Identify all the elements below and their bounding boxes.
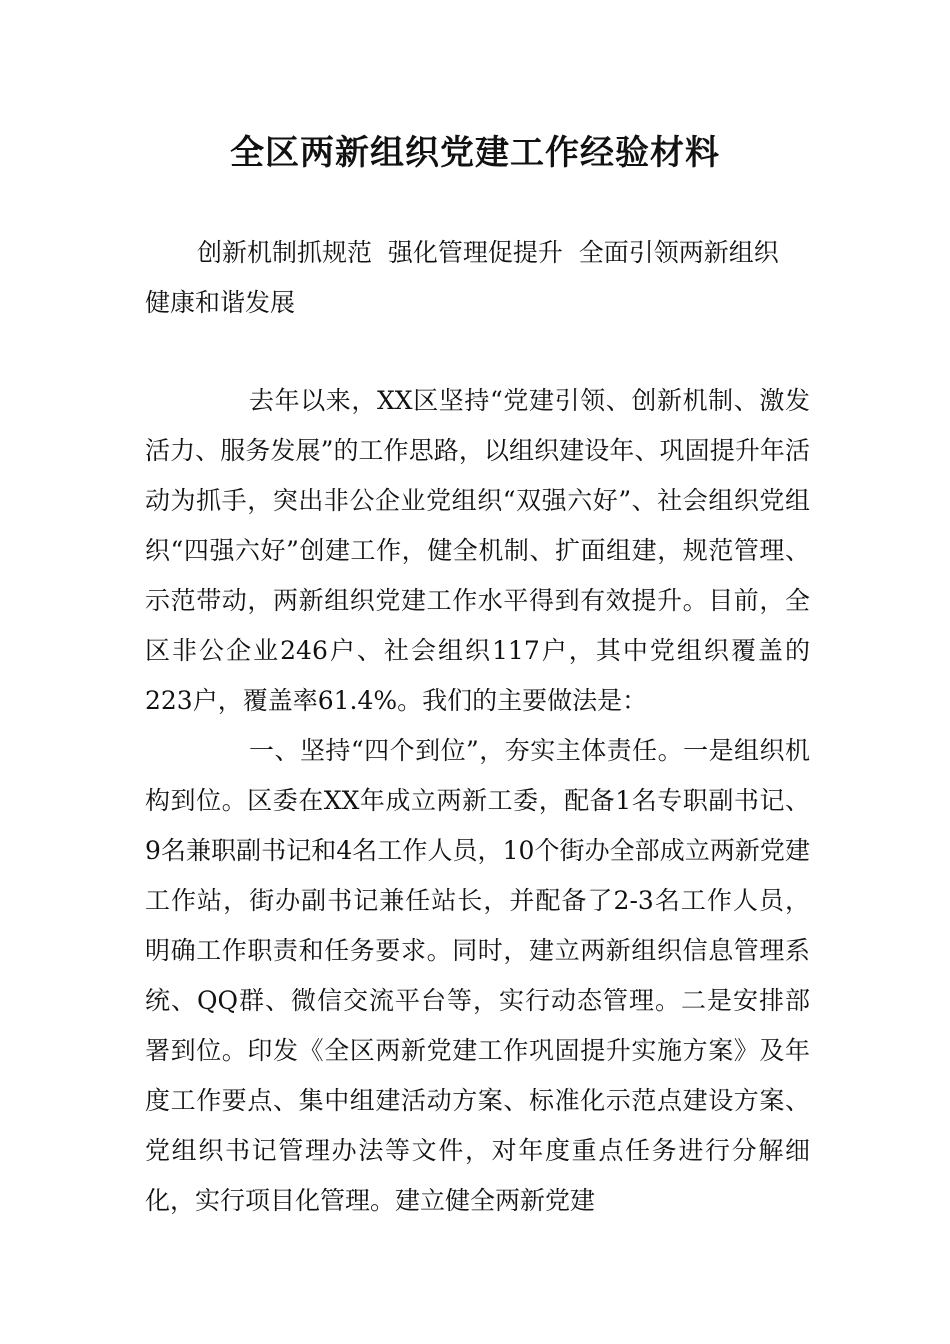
body-paragraph-intro: 去年以来，XX区坚持“党建引领、创新机制、激发活力、服务发展”的工作思路，以组织建设年、巩固提升年活动为抓手，突出非公企业党组织“双强六好”、社会组织党组织“四强六好”创建工作，健全机制、扩面组建，规范管理、示范带动，两新组织党建工作水平得到有效提升。目前，全区非公企业246户、社会组织117户，其中党组织覆盖的223户，覆盖率61.4%。我们的主要做法是： bbox=[145, 386, 810, 715]
document-title: 全区两新组织党建工作经验材料 bbox=[230, 133, 720, 173]
body-paragraph-section-1: 一、坚持“四个到位”，夯实主体责任。一是组织机构到位。区委在XX年成立两新工委，配备1名专职副书记、9名兼职副书记和4名工作人员，10个街办全部成立两新党建工作站，街办副书记兼任站长，并配备了2-3名工作人员，明确工作职责和任务要求。同时，建立两新组织信息管理系统、QQ群、微信交流平台等，实行动态管理。二是安排部署到位。印发《全区两新党建工作巩固提升实施方案》及年度工作要点、集中组建活动方案、标准化示范点建设方案、党组织书记管理办法等文件，对年度重点任务进行分解细化，实行项目化管理。建立健全两新党建 bbox=[145, 736, 810, 1215]
document-body bbox=[145, 376, 810, 1226]
document-subtitle bbox=[145, 228, 810, 328]
subtitle-line-1: 创新机制抓规范 强化管理促提升 全面引领两新组织 bbox=[197, 238, 779, 267]
subtitle-line-2: 健康和谐发展 bbox=[145, 288, 296, 317]
